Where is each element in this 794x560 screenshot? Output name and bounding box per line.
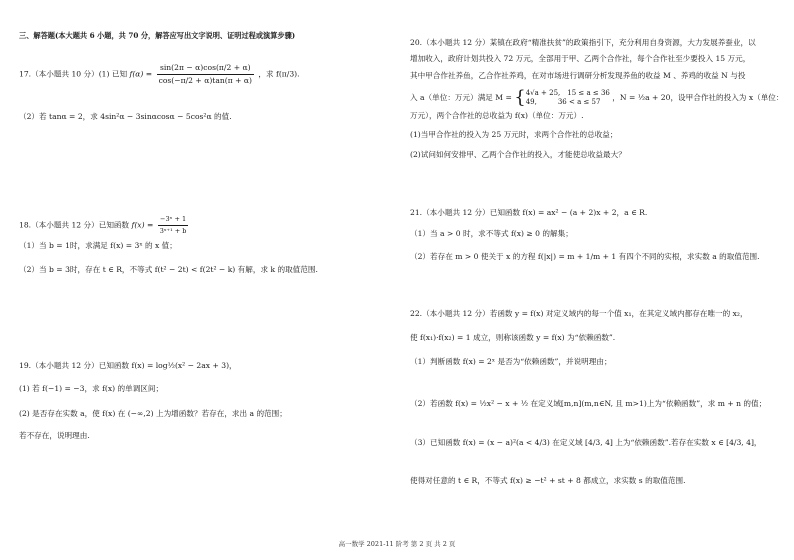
q20-case2: 49, 36 < a ≤ 57 [525, 98, 601, 106]
q20-line5: 万元），两个合作社的总收益为 f(x)（单位：万元）. [410, 111, 584, 120]
q20-part2: (2)试问如何安排甲、乙两个合作社的投入，才能使总收益最大？ [410, 150, 626, 159]
q20-line4b: ，N = ½a + 20，设甲合作社的投入为 x（单位： [612, 93, 784, 102]
q17-part1-prefix: 17.（本小题共 10 分）(1) 已知 [19, 69, 128, 79]
q18-denominator: 3ˣ⁺¹ + b [159, 227, 187, 235]
q17-fraction [157, 62, 254, 87]
q19-intro: 19.（本小题共 12 分）已知函数 f(x) = log½(x² − 2ax + 3)， [19, 361, 237, 370]
section-header: 三、解答题(本大题共 6 小题，共 70 分，解答应写出文字说明、证明过程或演算步骤) [19, 31, 296, 40]
q18-numerator: −3ˣ + 1 [158, 214, 189, 226]
q17-part1-suffix: ，求 f(π/3). [258, 69, 300, 79]
q21-part1: （1）当 a > 0 时，求不等式 f(x) ≥ 0 的解集； [410, 229, 573, 238]
q22-part3: （3）已知函数 f(x) = (x − a)²(a < 4/3) 在定义域 [4/3, 4] 上为“依赖函数”.若存在实数 x ∈ [4/3, 4]， [410, 438, 762, 447]
q22-part3b: 使得对任意的 t ∈ R，不等式 f(x) ≥ −t² + st + 8 都成立，求实数 s 的取值范围. [410, 476, 686, 485]
q22-line1: 22.（本小题共 12 分）若函数 y = f(x) 对定义域内的每一个值 x₁，在其定义域内都存在唯一的 x₂， [410, 309, 748, 318]
q17-denominator: cos(−π/2 + α)tan(π + α) [158, 76, 252, 85]
q21-part2: （2）若存在 m > 0 使关于 x 的方程 f(|x|) = m + 1/m + 1 有四个不同的实根，求实数 a 的取值范围. [410, 252, 760, 261]
q20-line1: 20.（本小题共 12 分）某镇在政府“精准扶贫”的政策指引下，充分利用自身资源，大力发展养蚕业，以 [410, 38, 756, 47]
q20-line4 [410, 89, 783, 107]
q18-fx: f(x) = [131, 220, 154, 230]
page-footer: 高一数学 2021-11 阶考 第 2 页 共 2 页 [338, 540, 456, 548]
q19-part1: (1) 若 f(−1) = −3，求 f(x) 的单调区间； [19, 384, 164, 393]
q20-cases-body [526, 89, 610, 107]
q22-line2: 使 f(x₁)·f(x₂) = 1 成立，则称该函数 y = f(x) 为“依赖函数”. [410, 333, 616, 342]
q17-part2: （2）若 tanα = 2，求 4sin²α − 3sinαcosα − 5cos²α 的值. [19, 112, 232, 121]
q19-part2b: 若不存在，说明理由. [19, 431, 90, 440]
q20-line4a: 入 a（单位：万元）满足 M = [410, 93, 512, 102]
q17-numerator: sin(2π − α)cos(π/2 + α) [157, 62, 254, 75]
q20-part1: (1)当甲合作社的投入为 25 万元时，求两个合作社的总收益； [410, 130, 618, 139]
q20-cases [514, 89, 610, 107]
q20-line3: 其中甲合作社养鱼，乙合作社养鸡，在对市场进行调研分析发现养鱼的收益 M 、养鸡的收益 N 与投 [410, 71, 746, 80]
q18-part2: （2）当 b = 3时，存在 t ∈ R，不等式 f(t² − 2t) < f(2t² − k) 有解，求 k 的取值范围. [19, 265, 318, 274]
q20-brace-glyph: { [514, 87, 526, 108]
q19-part2: (2) 是否存在实数 a，使 f(x) 在 (−∞,2) 上为增函数？若存在，求出 a 的范围； [19, 409, 287, 418]
q22-part1: （1）判断函数 f(x) = 2ˣ 是否为“依赖函数”，并说明理由； [410, 357, 612, 366]
q21-intro: 21.（本小题共 12 分）已知函数 f(x) = ax² − (a + 2)x + 2，a ∈ R. [410, 208, 648, 217]
q18-intro-prefix: 18.（本小题共 12 分）已知函数 [19, 220, 130, 230]
q18-fraction [158, 214, 189, 237]
q17-part1 [19, 62, 300, 87]
q20-case1: 4√a + 25, 15 ≤ a ≤ 36 [525, 89, 610, 97]
q17-fx: f(α) = [129, 69, 153, 79]
q20-line2: 增加收入，政府计划共投入 72 万元，全部用于甲、乙两个合作社，每个合作社至少要投入 15 万元， [410, 54, 751, 63]
q18-intro [19, 214, 190, 237]
q22-part2: （2）若函数 f(x) = ½x² − x + ½ 在定义域[m,n](m,n∈N, 且 m>1)上为“依赖函数”，求 m + n 的值； [410, 399, 767, 408]
q18-part1: （1）当 b = 1时，求满足 f(x) = 3ˣ 的 x 值； [19, 241, 177, 250]
